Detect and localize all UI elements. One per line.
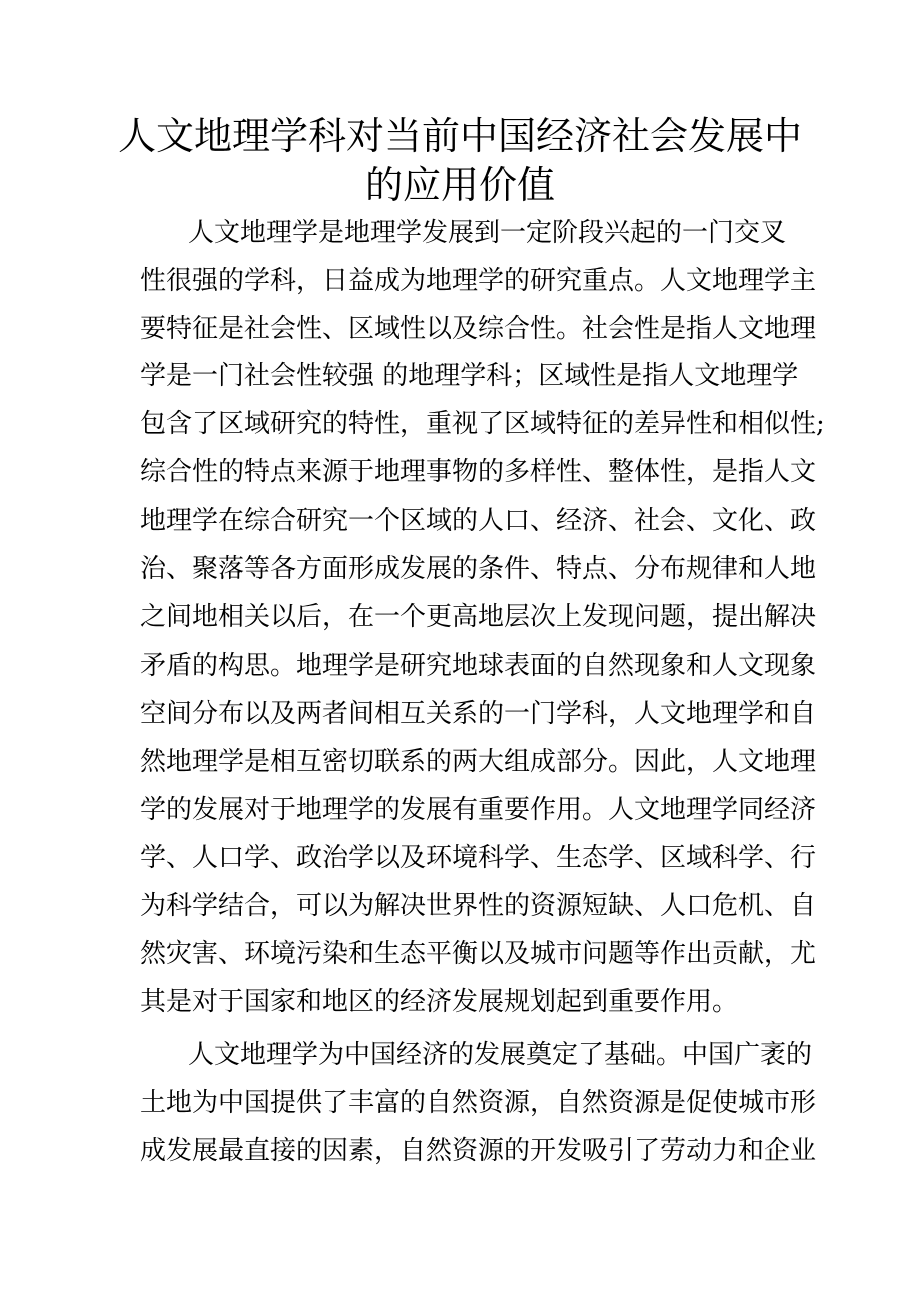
paragraph-line: 空间分布以及两者间相互关系的一门学科，人文地理学和自: [140, 699, 817, 729]
paragraph-line: 之间地相关以后，在一个更高地层次上发现问题，提出解决: [140, 602, 817, 632]
paragraph-line: 土地为中国提供了丰富的自然资源，自然资源是促使城市形: [140, 1088, 817, 1118]
paragraph-line: 人文地理学是地理学发展到一定阶段兴起的一门交叉: [188, 218, 787, 248]
paragraph-line: 学是一门社会性较强 的地理学科；区域性是指人文地理学: [140, 361, 799, 391]
paragraph-line: 综合性的特点来源于地理事物的多样性、整体性，是指人文: [140, 457, 817, 487]
paragraph-line: 然灾害、环境污染和生态平衡以及城市问题等作出贡献，尤: [140, 939, 817, 969]
paragraph-line: 其是对于国家和地区的经济发展规划起到重要作用。: [140, 987, 739, 1017]
paragraph-line: 矛盾的构思。地理学是研究地球表面的自然现象和人文现象: [140, 651, 817, 681]
paragraph-line: 治、聚落等各方面形成发展的条件、特点、分布规律和人地: [140, 554, 817, 584]
document-title-line-2: 的应用价值: [364, 163, 555, 207]
document-title-line-1: 人文地理学科对当前中国经济社会发展中: [117, 114, 802, 158]
paragraph-line: 地理学在综合研究一个区域的人口、经济、社会、文化、政: [140, 506, 817, 536]
paragraph-line: 学的发展对于地理学的发展有重要作用。人文地理学同经济: [140, 795, 817, 825]
paragraph-line: 学、人口学、政治学以及环境科学、生态学、区域科学、行: [140, 843, 817, 873]
paragraph-line: 然地理学是相互密切联系的两大组成部分。因此，人文地理: [140, 747, 817, 777]
paragraph-line: 包含了区域研究的特性，重视了区域特征的差异性和相似性;: [140, 409, 825, 439]
paragraph-line: 性很强的学科，日益成为地理学的研究重点。人文地理学主: [140, 266, 817, 296]
paragraph-line: 为科学结合，可以为解决世界性的资源短缺、人口危机、自: [140, 891, 817, 921]
paragraph-line: 人文地理学为中国经济的发展奠定了基础。中国广袤的: [188, 1040, 813, 1070]
paragraph-line: 成发展最直接的因素，自然资源的开发吸引了劳动力和企业: [140, 1136, 817, 1166]
paragraph-line: 要特征是社会性、区域性以及综合性。社会性是指人文地理: [140, 314, 817, 344]
